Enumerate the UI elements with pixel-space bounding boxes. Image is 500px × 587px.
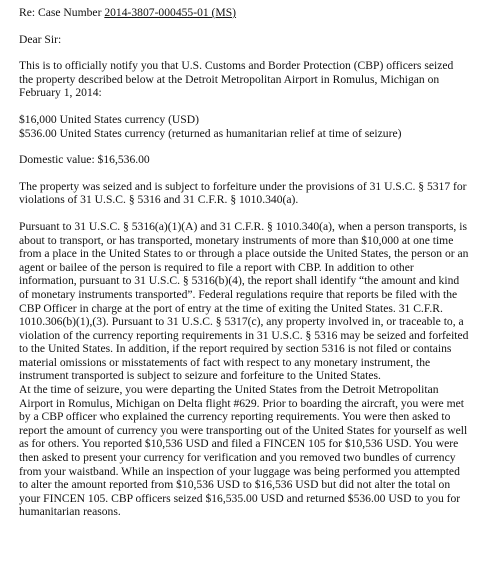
text-line: Pursuant to 31 U.S.C. § 5316(a)(1)(A) and 31 C.F.R. § 1010.340(a), when a person transports, is: [19, 219, 467, 233]
text-line: about to transport, or has transported, monetary instruments of more than $10,000 at one time: [19, 233, 454, 247]
text-line: information, pursuant to 31 U.S.C. § 5316(b)(4), the report shall identify “the amount and kind: [19, 274, 460, 288]
text-line: The property was seized and is subject to forfeiture under the provisions of 31 U.S.C. § 5317 for: [19, 179, 467, 193]
text-line: to alter the amount reported from $10,536 USD to $16,536 USD but did not alter the total on: [19, 478, 451, 492]
text-line: then asked to present your currency for verification and you removed two bundles of currency: [19, 451, 456, 465]
text-line: At the time of seizure, you were departing the United States from the Detroit Metropolitan: [19, 383, 439, 397]
text-line: humanitarian reasons.: [19, 505, 121, 519]
case-reference-line: [19, 6, 488, 20]
case-reference-label: Re: Case Number: [19, 6, 105, 19]
text-line: agent or bailee of the person is required to file a report with CBP. In addition to other: [19, 260, 414, 274]
text-line: from your waistband. While an inspection of your luggage was being performed you attempted: [19, 464, 460, 478]
text-line: violations of 31 U.S.C. § 5316 and 31 C.F.R. § 1010.340(a).: [19, 193, 299, 207]
circumstances-paragraph: [19, 383, 488, 519]
text-line: violation of the currency reporting requirements in 31 U.S.C. § 5316 may be seized and forfeited: [19, 328, 469, 342]
text-line: of monetary instruments transported”. Federal regulations require that reports be filed with the: [19, 287, 458, 301]
text-line: Airport in Romulus, Michigan on Delta flight #629. Prior to boarding the aircraft, you were met: [19, 396, 464, 410]
text-line: by a CBP officer who explained the currency reporting requirements. You were then asked to: [19, 410, 451, 424]
case-number: 2014-3807-000455-01 (MS): [104, 6, 237, 19]
text-line: This is to officially notify you that U.S. Customs and Border Protection (CBP) officers seized: [19, 59, 454, 73]
legal-basis-paragraph: [19, 220, 488, 383]
property-item: $536.00 United States currency (returned as humanitarian relief at time of seizure): [19, 126, 402, 140]
text-line: report the amount of currency you were transporting out of the United States for yourself as well: [19, 423, 468, 437]
text-line: to the United States. In addition, if the report required by section 5316 is not filed or contains: [19, 342, 452, 356]
text-line: from a place in the United States to or through a place outside the United States, the person or an: [19, 247, 469, 261]
text-line: CBP Officer in charge at the port of entry at the time of exiting the United States. 31 C.F.R.: [19, 301, 443, 315]
seized-property-list: [19, 113, 488, 140]
text-line: the property described below at the Detroit Metropolitan Airport in Romulus, Michigan on: [19, 72, 440, 86]
text-line: February 1, 2014:: [19, 86, 102, 100]
text-line: instrument transported is subject to seizure and forfeiture to the United States.: [19, 369, 381, 383]
forfeiture-paragraph: [19, 180, 488, 207]
text-line: 1010.306(b)(1),(3). Pursuant to 31 U.S.C. § 5317(c), any property involved in, or traceable to, a: [19, 315, 464, 329]
property-item: $16,000 United States currency (USD): [19, 112, 199, 126]
salutation: Dear Sir:: [19, 32, 62, 46]
text-line: your FINCEN 105. CBP officers seized $16,535.00 USD and returned $536.00 USD to you for: [19, 491, 461, 505]
domestic-value: [19, 153, 488, 167]
text-line: material omissions or misstatements of fact with respect to any monetary instrument, the: [19, 355, 431, 369]
seizure-notice-paragraph: [19, 59, 488, 100]
text-line: Domestic value: $16,536.00: [19, 153, 150, 167]
text-line: as for others. You reported $10,536 USD and filed a FINCEN 105 for $10,536 USD. You were: [19, 437, 459, 451]
